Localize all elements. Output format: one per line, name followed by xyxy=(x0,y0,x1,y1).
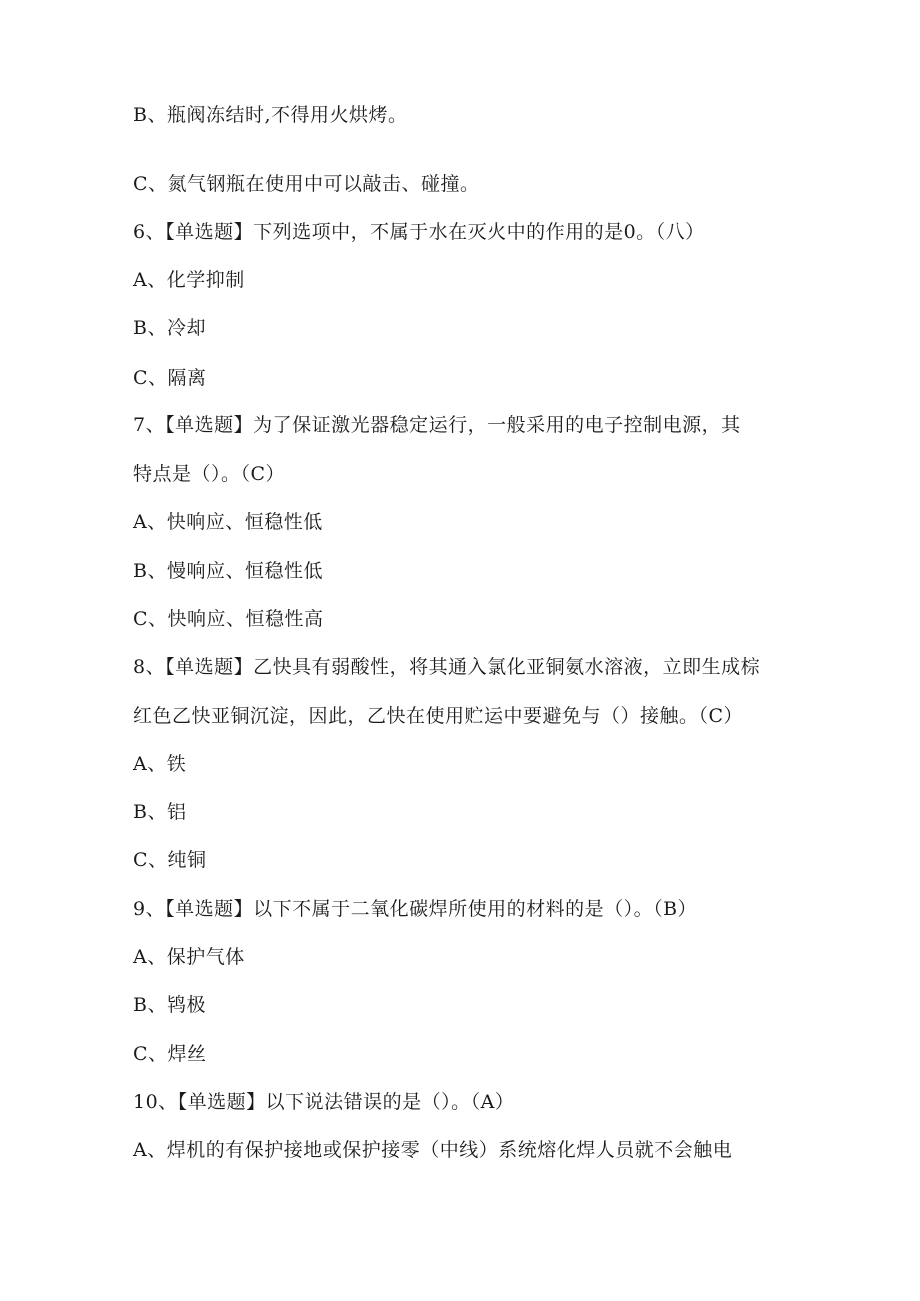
question-8-line2: 红色乙快亚铜沉淀，因此，乙快在使用贮运中要避免与（）接触。（C） xyxy=(133,705,744,727)
option-a-q8: A、铁 xyxy=(133,753,187,775)
option-a-q7: A、快响应、恒稳性低 xyxy=(133,511,323,533)
option-b-q6: B、冷却 xyxy=(133,317,206,339)
question-8-line1: 8、【单选题】乙快具有弱酸性，将其通入氯化亚铜氨水溶液，立即生成棕 xyxy=(133,656,761,678)
question-6: 6、【单选题】下列选项中，不属于水在灭火中的作用的是0。（八） xyxy=(133,221,705,243)
option-a-q6: A、化学抑制 xyxy=(133,269,245,291)
question-10: 10、【单选题】以下说法错误的是（）。（A） xyxy=(133,1091,515,1113)
option-b-q8: B、铝 xyxy=(133,801,187,823)
option-b-q5: B、瓶阀冻结时,不得用火烘烤。 xyxy=(133,104,408,126)
question-7-line2: 特点是（）。（C） xyxy=(133,463,286,485)
option-c-q6: C、隔离 xyxy=(133,367,207,389)
option-c-q9: C、焊丝 xyxy=(133,1043,207,1065)
option-a-q10: A、焊机的有保护接地或保护接零（中线）系统熔化焊人员就不会触电 xyxy=(133,1139,733,1161)
option-b-q7: B、慢响应、恒稳性低 xyxy=(133,560,323,582)
option-b-q9: B、鸨极 xyxy=(133,994,206,1016)
question-7-line1: 7、【单选题】为了保证激光器稳定运行，一般采用的电子控制电源，其 xyxy=(133,414,741,436)
option-c-q8: C、纯铜 xyxy=(133,849,207,871)
option-a-q9: A、保护气体 xyxy=(133,946,245,968)
option-c-q7: C、快响应、恒稳性高 xyxy=(133,608,324,630)
option-c-q5: C、氮气钢瓶在使用中可以敲击、碰撞。 xyxy=(133,173,480,195)
question-9: 9、【单选题】以下不属于二氧化碳焊所使用的材料的是（）。（B） xyxy=(133,898,698,920)
